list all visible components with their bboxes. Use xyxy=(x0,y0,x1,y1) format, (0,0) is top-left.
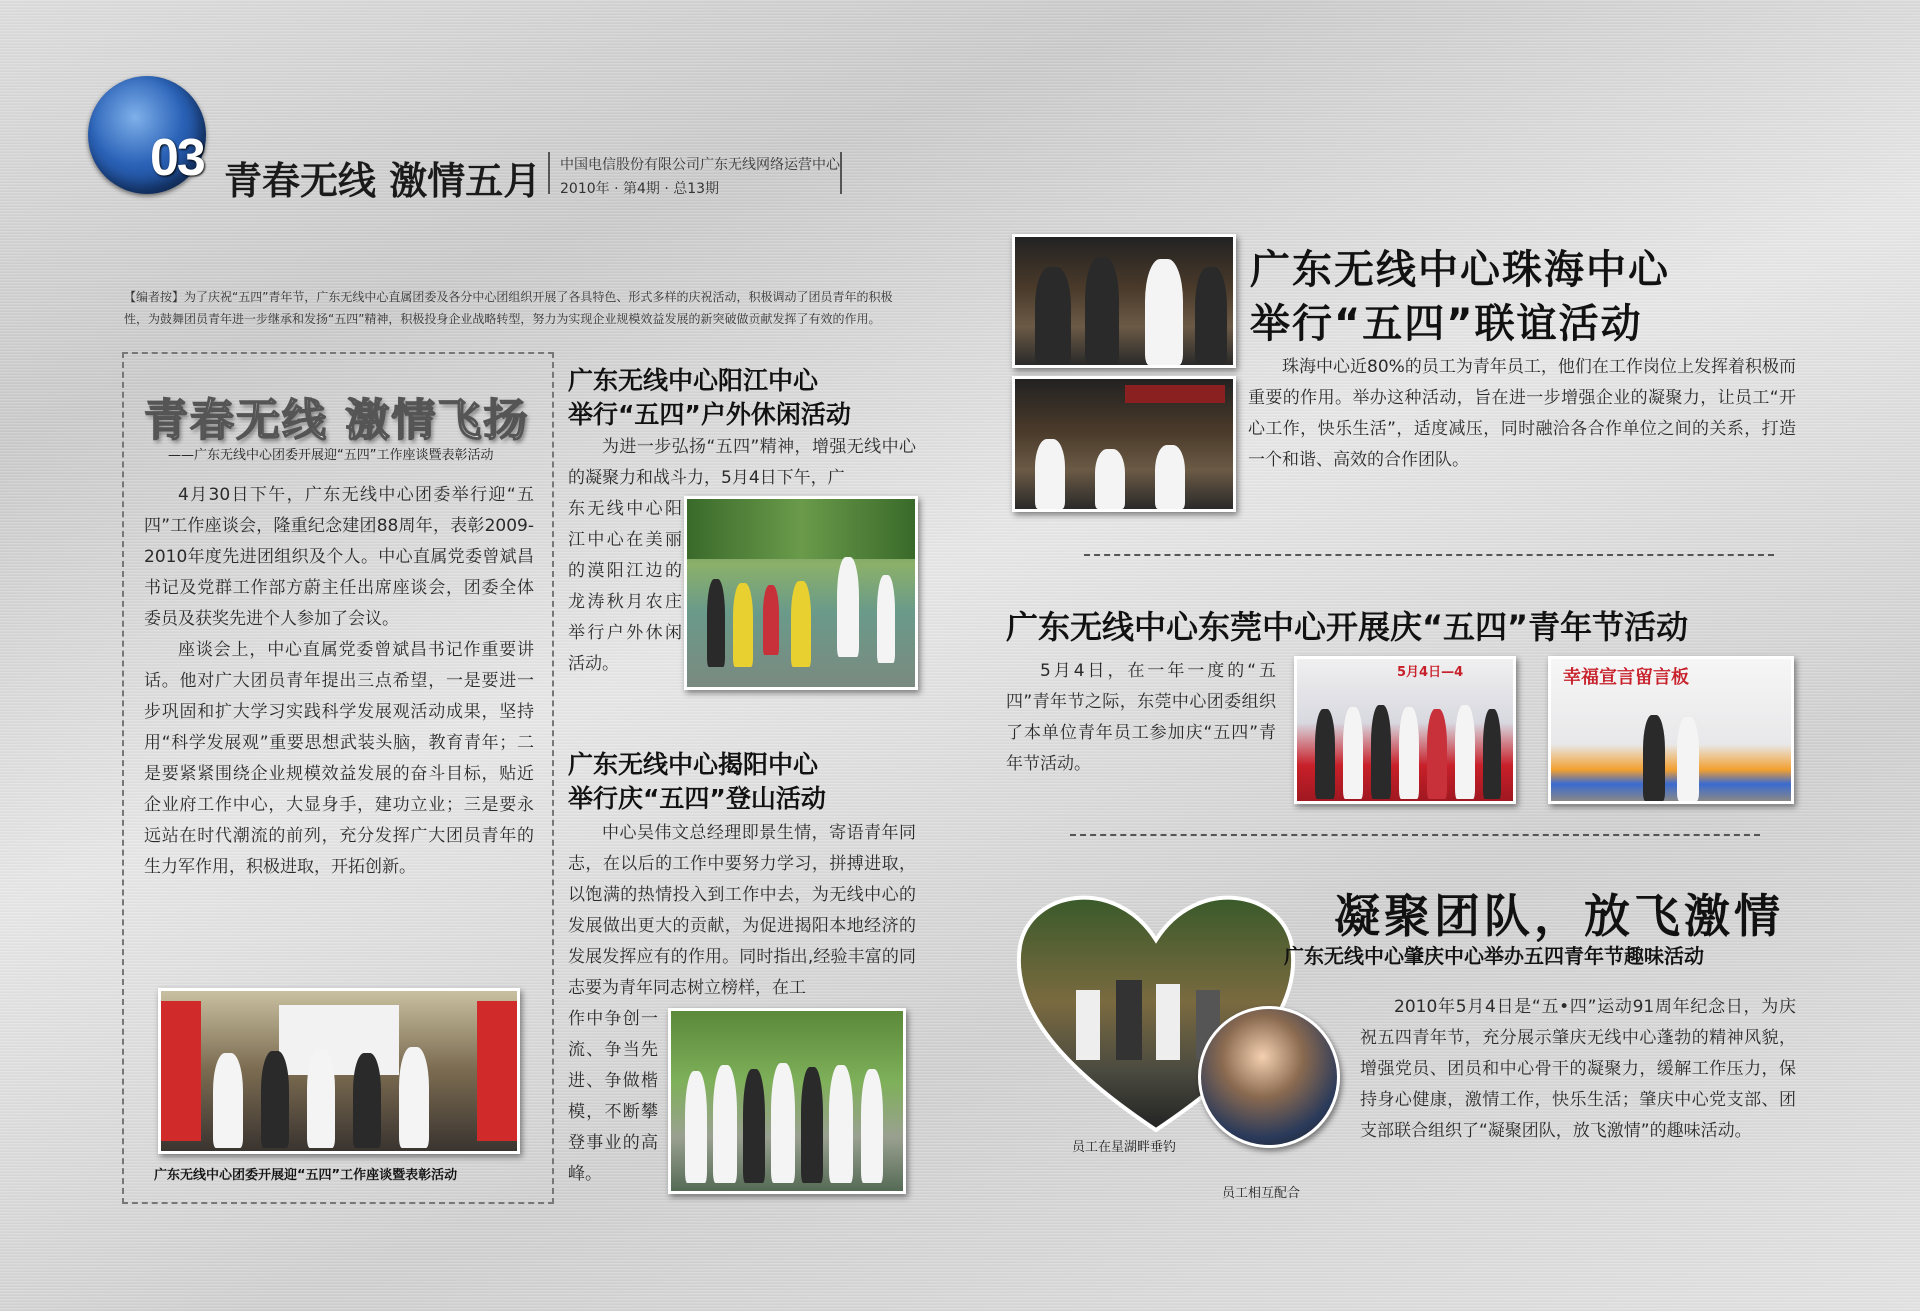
person xyxy=(713,1065,737,1183)
person xyxy=(1343,707,1363,799)
zhuhai-text: 珠海中心近80%的员工为青年员工，他们在工作岗位上发挥着积极而重要的作用。举办这种活动，旨在进一步增强企业的凝聚力，让员工“开心工作，快乐生活”，适度减压，同时融洽各合作单位之间的关系，打造一个和谐、高效的合作团队。 xyxy=(1248,357,1796,470)
person xyxy=(1035,267,1071,365)
person xyxy=(1035,439,1065,509)
person xyxy=(1116,980,1142,1060)
player xyxy=(733,583,753,667)
projector-screen xyxy=(279,1005,399,1075)
yangjiang-title-line1: 广东无线中心阳江中心 xyxy=(568,366,819,395)
teamwork-circle-photo xyxy=(1198,1006,1340,1148)
issue-number: 03 xyxy=(150,129,204,187)
person xyxy=(861,1069,883,1183)
person xyxy=(1095,449,1125,509)
person xyxy=(307,1049,335,1148)
zhuhai-photo-2 xyxy=(1012,376,1236,512)
jieyang-text-1: 中心吴伟文总经理即景生情，寄语青年同志，在以后的工作中要努力学习，拼搏进取，以饱满的热情投入到工作中去，为无线中心的发展做出更大的贡献，为促进揭阳本地经济的发展发挥应有的作用。同时指出,经验丰富的同志要为青年同志树立榜样，在工 xyxy=(568,823,916,998)
person xyxy=(1455,705,1475,799)
zhaoqing-text: 2010年5月4日是“五•四”运动91周年纪念日，为庆祝五四青年节，充分展示肇庆无线中心蓬勃的精神风貌，增强党员、团员和中心骨干的凝聚力，缓解工作压力，保持身心健康，激情工作，快乐生活；肇庆中心党支部、团支部联合组织了“凝聚团队，放飞激情”的趣味活动。 xyxy=(1360,997,1796,1141)
person xyxy=(1315,709,1335,799)
red-banner-left xyxy=(161,1001,201,1141)
yangjiang-title-line2: 举行“五四”户外休闲活动 xyxy=(568,400,851,429)
person xyxy=(1371,705,1391,799)
header-divider xyxy=(548,152,550,194)
left-paragraph-2: 座谈会上，中心直属党委曾斌昌书记作重要讲话。他对广大团员青年提出三点希望，一是要进一步巩固和扩大学习实践科学发展观活动成果，坚持用“科学发展观”重要思想武装头脑，教育青年；二是要紧紧围绕企业规模效益发展的奋斗目标，贴近企业府工作中心，大显身手，建功立业；三是要永远站在时代潮流的前列，充分发挥广大团员青年的生力军作用，积极进取，开拓创新。 xyxy=(144,640,534,877)
dongguan-group-photo xyxy=(1294,656,1516,804)
person xyxy=(1427,709,1447,799)
basketball-photo xyxy=(684,496,918,690)
person xyxy=(1085,257,1119,365)
person xyxy=(1677,717,1699,801)
person xyxy=(1155,445,1185,509)
yangjiang-text-2: 东无线中心阳江中心在美丽的漠阳江边的龙涛秋月农庄举行户外休闲活动。 xyxy=(568,499,682,674)
section-title: 青春无线 激情五月 xyxy=(224,159,542,203)
person xyxy=(685,1071,707,1183)
left-article-heading: 青春无线 激情飞扬 xyxy=(144,395,530,446)
person xyxy=(829,1065,853,1183)
zhaoqing-subtitle: 广东无线中心肇庆中心举办五四青年节趣味活动 xyxy=(1284,944,1704,968)
header-divider-right xyxy=(840,152,842,194)
player xyxy=(877,575,895,663)
person xyxy=(353,1053,381,1148)
editor-note: 【编者按】为了庆祝“五四”青年节，广东无线中心直属团委及各分中心团组织开展了各具特色、形式多样的庆祝活动，积极调动了团员青年的积极性，为鼓舞团员青年进一步继承和发扬“五四”精神，积极投身企业战略转型，努力为实现企业规模效益发展的新突破做贡献发挥了有效的作用。 xyxy=(124,290,893,326)
player xyxy=(837,557,859,657)
section-divider xyxy=(1084,554,1774,556)
red-banner-right xyxy=(477,1001,517,1141)
player xyxy=(763,585,779,655)
person xyxy=(1195,267,1227,365)
person xyxy=(399,1047,429,1148)
zhuhai-title-line2: 举行“五四”联谊活动 xyxy=(1250,301,1643,347)
dongguan-title: 广东无线中心东莞中心开展庆“五四”青年节活动 xyxy=(1006,608,1689,646)
dongguan-banner-1: 5月4日—4 xyxy=(1397,665,1464,680)
teamwork-caption: 员工相互配合 xyxy=(1222,1186,1301,1201)
player xyxy=(791,581,811,667)
fishing-caption: 员工在星湖畔垂钓 xyxy=(1072,1140,1177,1155)
person xyxy=(261,1051,289,1148)
player xyxy=(707,579,725,667)
message-board-photo xyxy=(1548,656,1794,804)
zhaoqing-title: 凝聚团队，放飞激情 xyxy=(1334,889,1784,943)
person xyxy=(801,1067,823,1183)
person xyxy=(771,1063,795,1183)
person xyxy=(1076,990,1100,1060)
dongguan-text: 5月4日，在一年一度的“五四”青年节之际，东莞中心团委组织了本单位青年员工参加庆“五四”青年节活动。 xyxy=(1006,661,1276,774)
left-article-subheading: ——广东无线中心团委开展迎“五四”工作座谈暨表彰活动 xyxy=(168,448,494,463)
trees xyxy=(687,499,915,559)
zhuhai-title-line1: 广东无线中心珠海中心 xyxy=(1250,247,1670,293)
person xyxy=(1643,715,1665,801)
person xyxy=(1483,709,1501,799)
banner xyxy=(1125,385,1225,403)
person xyxy=(1156,984,1180,1060)
yangjiang-text-1: 为进一步弘扬“五四”精神，增强无线中心的凝聚力和战斗力，5月4日下午，广 xyxy=(568,437,916,488)
person xyxy=(1145,259,1183,365)
dongguan-banner-2: 幸福宣言留言板 xyxy=(1563,667,1689,688)
jieyang-text-2: 作中争创一流、争当先进、争做楷模，不断攀登事业的高峰。 xyxy=(568,1009,658,1184)
person xyxy=(213,1053,243,1148)
jieyang-title-line1: 广东无线中心揭阳中心 xyxy=(568,750,819,779)
person xyxy=(1399,707,1419,799)
publication-name: 中国电信股份有限公司广东无线网络运营中心 xyxy=(560,157,840,173)
jieyang-title-line2: 举行庆“五四”登山活动 xyxy=(568,784,826,813)
zhuhai-photo-1 xyxy=(1012,234,1236,368)
hiking-group-photo xyxy=(668,1008,906,1194)
left-paragraph-1: 4月30日下午，广东无线中心团委举行迎“五四”工作座谈会，隆重纪念建团88周年，表彰2009-2010年度先进团组织及个人。中心直属党委曾斌昌书记及党群工作部方蔚主任出席座谈会，团委全体委员及获奖先进个人参加了会议。 xyxy=(144,485,534,629)
issue-info: 2010年 · 第4期 · 总13期 xyxy=(560,181,720,197)
person xyxy=(743,1069,765,1183)
meeting-photo xyxy=(158,988,520,1154)
left-article-body xyxy=(144,480,534,883)
section-divider xyxy=(1070,834,1760,836)
meeting-photo-caption: 广东无线中心团委开展迎“五四”工作座谈暨表彰活动 xyxy=(154,1168,458,1183)
